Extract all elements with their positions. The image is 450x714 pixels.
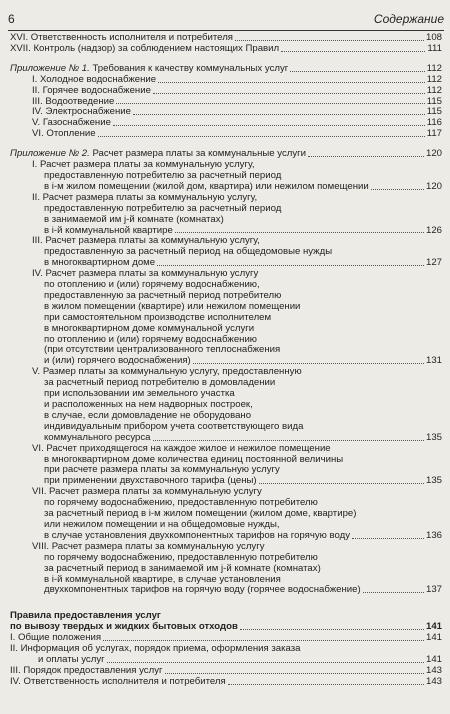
leader-dots <box>371 189 424 190</box>
toc-page-number: 136 <box>425 529 442 541</box>
toc-entry-text: предоставленную потребителю за расчетный период <box>44 169 282 181</box>
page-number: 6 <box>8 12 15 26</box>
leader-dots <box>133 114 425 115</box>
toc-page-number: 120 <box>425 180 442 192</box>
leader-dots <box>228 684 424 685</box>
toc-entry-text: в i-й коммунальной квартире <box>44 224 173 236</box>
toc-entry-app2-viii <box>10 542 442 597</box>
toc-entry-text: в многоквартирном доме коммунальной услуги <box>44 322 255 334</box>
toc-entry-text: I. Холодное водоснабжение <box>32 73 157 85</box>
toc-entry-text: за расчетный период в i-м жилом помещении (жилом доме, квартире) <box>44 508 357 520</box>
toc-entry-rules-1 <box>10 644 442 666</box>
toc-entry-app1-1 <box>10 86 442 97</box>
toc-entry-app2-vii <box>10 487 442 542</box>
toc-page-number: 115 <box>426 106 442 118</box>
table-of-contents <box>10 33 442 688</box>
toc-entry-rules-3 <box>10 677 442 688</box>
toc-page-number: 116 <box>426 117 442 129</box>
header-rule <box>8 30 444 31</box>
toc-entry-text: VII. Расчет размера платы за коммунальную услугу <box>32 486 262 498</box>
toc-entry-line <box>10 553 442 564</box>
leader-dots <box>259 483 424 484</box>
toc-entry-text: и оплаты услуг <box>38 653 105 665</box>
leader-dots <box>157 265 424 266</box>
toc-entry-text: III. Расчет размера платы за коммунальную услугу, <box>32 235 260 247</box>
toc-entry-text: II. Расчет размера платы за коммунальную услугу, <box>32 191 258 203</box>
toc-page-number: 141 <box>425 653 442 665</box>
toc-entry-text: IV. Расчет размера платы за коммунальную услугу <box>32 268 259 280</box>
leader-dots <box>153 440 424 441</box>
leader-dots <box>98 136 425 137</box>
leader-dots <box>175 232 424 233</box>
toc-entry-app2-vi <box>10 444 442 488</box>
appendix-1-items <box>10 75 442 140</box>
toc-entry-text: II. Информация об услугах, порядок приема, оформления заказа <box>10 643 301 655</box>
toc-entry-text: по отоплению и (или) горячему водоснабжению, <box>44 279 260 291</box>
leader-dots <box>352 538 424 539</box>
leader-dots <box>165 673 424 674</box>
toc-entry-app2-v <box>10 367 442 443</box>
appendix-label: Приложение № 2. <box>10 148 90 160</box>
toc-entry-app2-iii <box>10 236 442 269</box>
toc-entry-text: в занимаемой им j-й комнате (комнатах) <box>44 213 224 225</box>
toc-entry-text: II. Горячее водоснабжение <box>32 84 151 96</box>
toc-page-number: 137 <box>425 584 442 596</box>
toc-entry-text: по горячему водоснабжению, предоставленную потребителю <box>44 551 318 563</box>
toc-entry-text: в многоквартирном доме <box>44 257 156 269</box>
toc-page-number: 115 <box>426 95 442 107</box>
toc-entry-text: индивидуальным прибором учета соответствующего вида <box>44 420 304 432</box>
toc-entry-line <box>10 564 442 575</box>
toc-entry-text: IV. Ответственность исполнителя и потребителя <box>10 675 226 687</box>
toc-entry-text: коммунального ресурса <box>44 431 151 443</box>
toc-entry-text: при расчете размера платы за коммунальную услугу <box>44 464 280 476</box>
leader-dots <box>107 662 424 663</box>
toc-entry-text: I. Расчет размера платы за коммунальную услугу, <box>32 159 255 171</box>
toc-page-number: 135 <box>425 431 442 443</box>
toc-entry-app2-iv <box>10 269 442 367</box>
toc-entry-text: при применении двухставочного тарифа (цены) <box>44 475 257 487</box>
toc-page-number: 117 <box>426 128 442 140</box>
leader-dots <box>113 125 425 126</box>
leader-dots <box>153 93 425 94</box>
leader-dots <box>116 103 424 104</box>
toc-page-number: 126 <box>425 224 442 236</box>
appendix-2-items <box>10 160 442 596</box>
toc-entry-text: по горячему водоснабжению, предоставленную потребителю <box>44 497 318 509</box>
toc-entry-text: при самостоятельном производстве исполнителем <box>44 311 272 323</box>
running-header <box>8 12 444 28</box>
toc-entry-app1-0 <box>10 75 442 86</box>
toc-page-number: 112 <box>426 73 442 85</box>
toc-entry-text: III. Водоотведение <box>32 95 115 107</box>
toc-entry-text: в случае, если домовладение не оборудовано <box>44 409 252 421</box>
toc-page-number: 135 <box>425 475 442 487</box>
toc-entry-line <box>10 677 442 688</box>
toc-entry-line <box>10 204 442 215</box>
rules-title-line-1: Правила предоставления услуг <box>10 610 161 622</box>
rules-title-line-2: по вывозу твердых и жидких бытовых отходов 141 <box>10 621 442 633</box>
toc-appendix-1: Приложение № 1. Требования к качеству коммунальных услуг 112 <box>10 62 442 74</box>
toc-entry-app2-i <box>10 160 442 193</box>
toc-entry-text: III. Порядок предоставления услуг <box>10 664 163 676</box>
toc-entry-line <box>10 215 442 226</box>
leader-dots <box>363 592 424 593</box>
rules-items <box>10 633 442 688</box>
leader-dots <box>103 640 424 641</box>
toc-entry-text: I. Общие положения <box>10 632 102 644</box>
toc-entry-xvii: XVII. Контроль (надзор) за соблюдением настоящих Правил 111 <box>10 42 442 54</box>
toc-entry-text: предоставленную за расчетный период на общедомовые нужды <box>44 246 333 258</box>
toc-entry-text: в случае установления двухкомпонентных тарифов на горячую воду <box>44 529 351 541</box>
toc-entry-text: VIII. Расчет размера платы за коммунальную услугу <box>32 540 265 552</box>
toc-entry-text: VI. Отопление <box>32 128 96 140</box>
toc-entry-line <box>10 585 442 596</box>
toc-entry-text: IV. Электроснабжение <box>32 106 131 118</box>
toc-appendix-2: Приложение № 2. Расчет размера платы за коммунальные услуги 120 <box>10 148 442 160</box>
toc-entry-line <box>10 444 442 455</box>
toc-entry-text: двухкомпонентных тарифов на горячую воду (горячее водоснабжение) <box>44 584 361 596</box>
toc-entry-text: предоставленную за расчетный период потребителю <box>44 289 282 301</box>
toc-entry-line <box>10 324 442 335</box>
toc-page-number: 131 <box>425 355 442 367</box>
toc-entry-text: за расчетный период потребителю в домовладении <box>44 377 276 389</box>
toc-entry-line <box>10 433 442 444</box>
toc-entry-text: за расчетный период в занимаемой им j-й комнате (комнатах) <box>44 562 321 574</box>
toc-entry-text: и расположенных на нем надворных построек, <box>44 399 253 410</box>
leader-dots <box>158 82 425 83</box>
appendix-label: Приложение № 1. <box>10 62 90 74</box>
toc-page-number: 127 <box>425 257 442 269</box>
toc-page-number: 143 <box>425 664 442 676</box>
toc-page-number: 112 <box>426 84 442 96</box>
toc-entry-xvi: XVI. Ответственность исполнителя и потребителя 108 <box>10 32 442 43</box>
toc-entry-text: в i-м жилом помещении (жилой дом, квартира) или нежилом помещении <box>44 180 369 192</box>
toc-entry-text: в i-й коммунальной квартире, в случае установления <box>44 573 281 585</box>
toc-entry-text: и (или) горячего водоснабжения) <box>44 355 191 367</box>
toc-entry-text: при использовании им земельного участка <box>44 388 235 400</box>
leader-dots <box>193 363 424 364</box>
toc-page-number: 141 <box>425 632 442 644</box>
toc-entry-text: VI. Расчет приходящегося на каждое жилое и нежилое помещение <box>32 442 331 454</box>
toc-entry-text: в многоквартирном доме количества единиц постоянной величины <box>44 453 344 465</box>
toc-entry-app1-5 <box>10 129 442 140</box>
toc-entry-app2-ii <box>10 193 442 237</box>
toc-entry-text: V. Размер платы за коммунальную услугу, предоставленную <box>32 366 302 378</box>
toc-entry-text: V. Газоснабжение <box>32 117 111 129</box>
toc-entry-text: предоставленную потребителю за расчетный период <box>44 202 282 214</box>
toc-page-number: 143 <box>425 675 442 687</box>
toc-entry-text: или нежилом помещении и на общедомовые нужды, <box>44 518 280 530</box>
toc-entry-text: по отоплению и (или) горячему водоснабжению <box>44 333 258 345</box>
section-title: Содержание <box>373 12 444 26</box>
toc-entry-text: в жилом помещении (квартире) или нежилом помещении <box>44 300 301 312</box>
toc-entry-text: (при отсутствии централизованного теплоснабжения <box>44 344 281 356</box>
